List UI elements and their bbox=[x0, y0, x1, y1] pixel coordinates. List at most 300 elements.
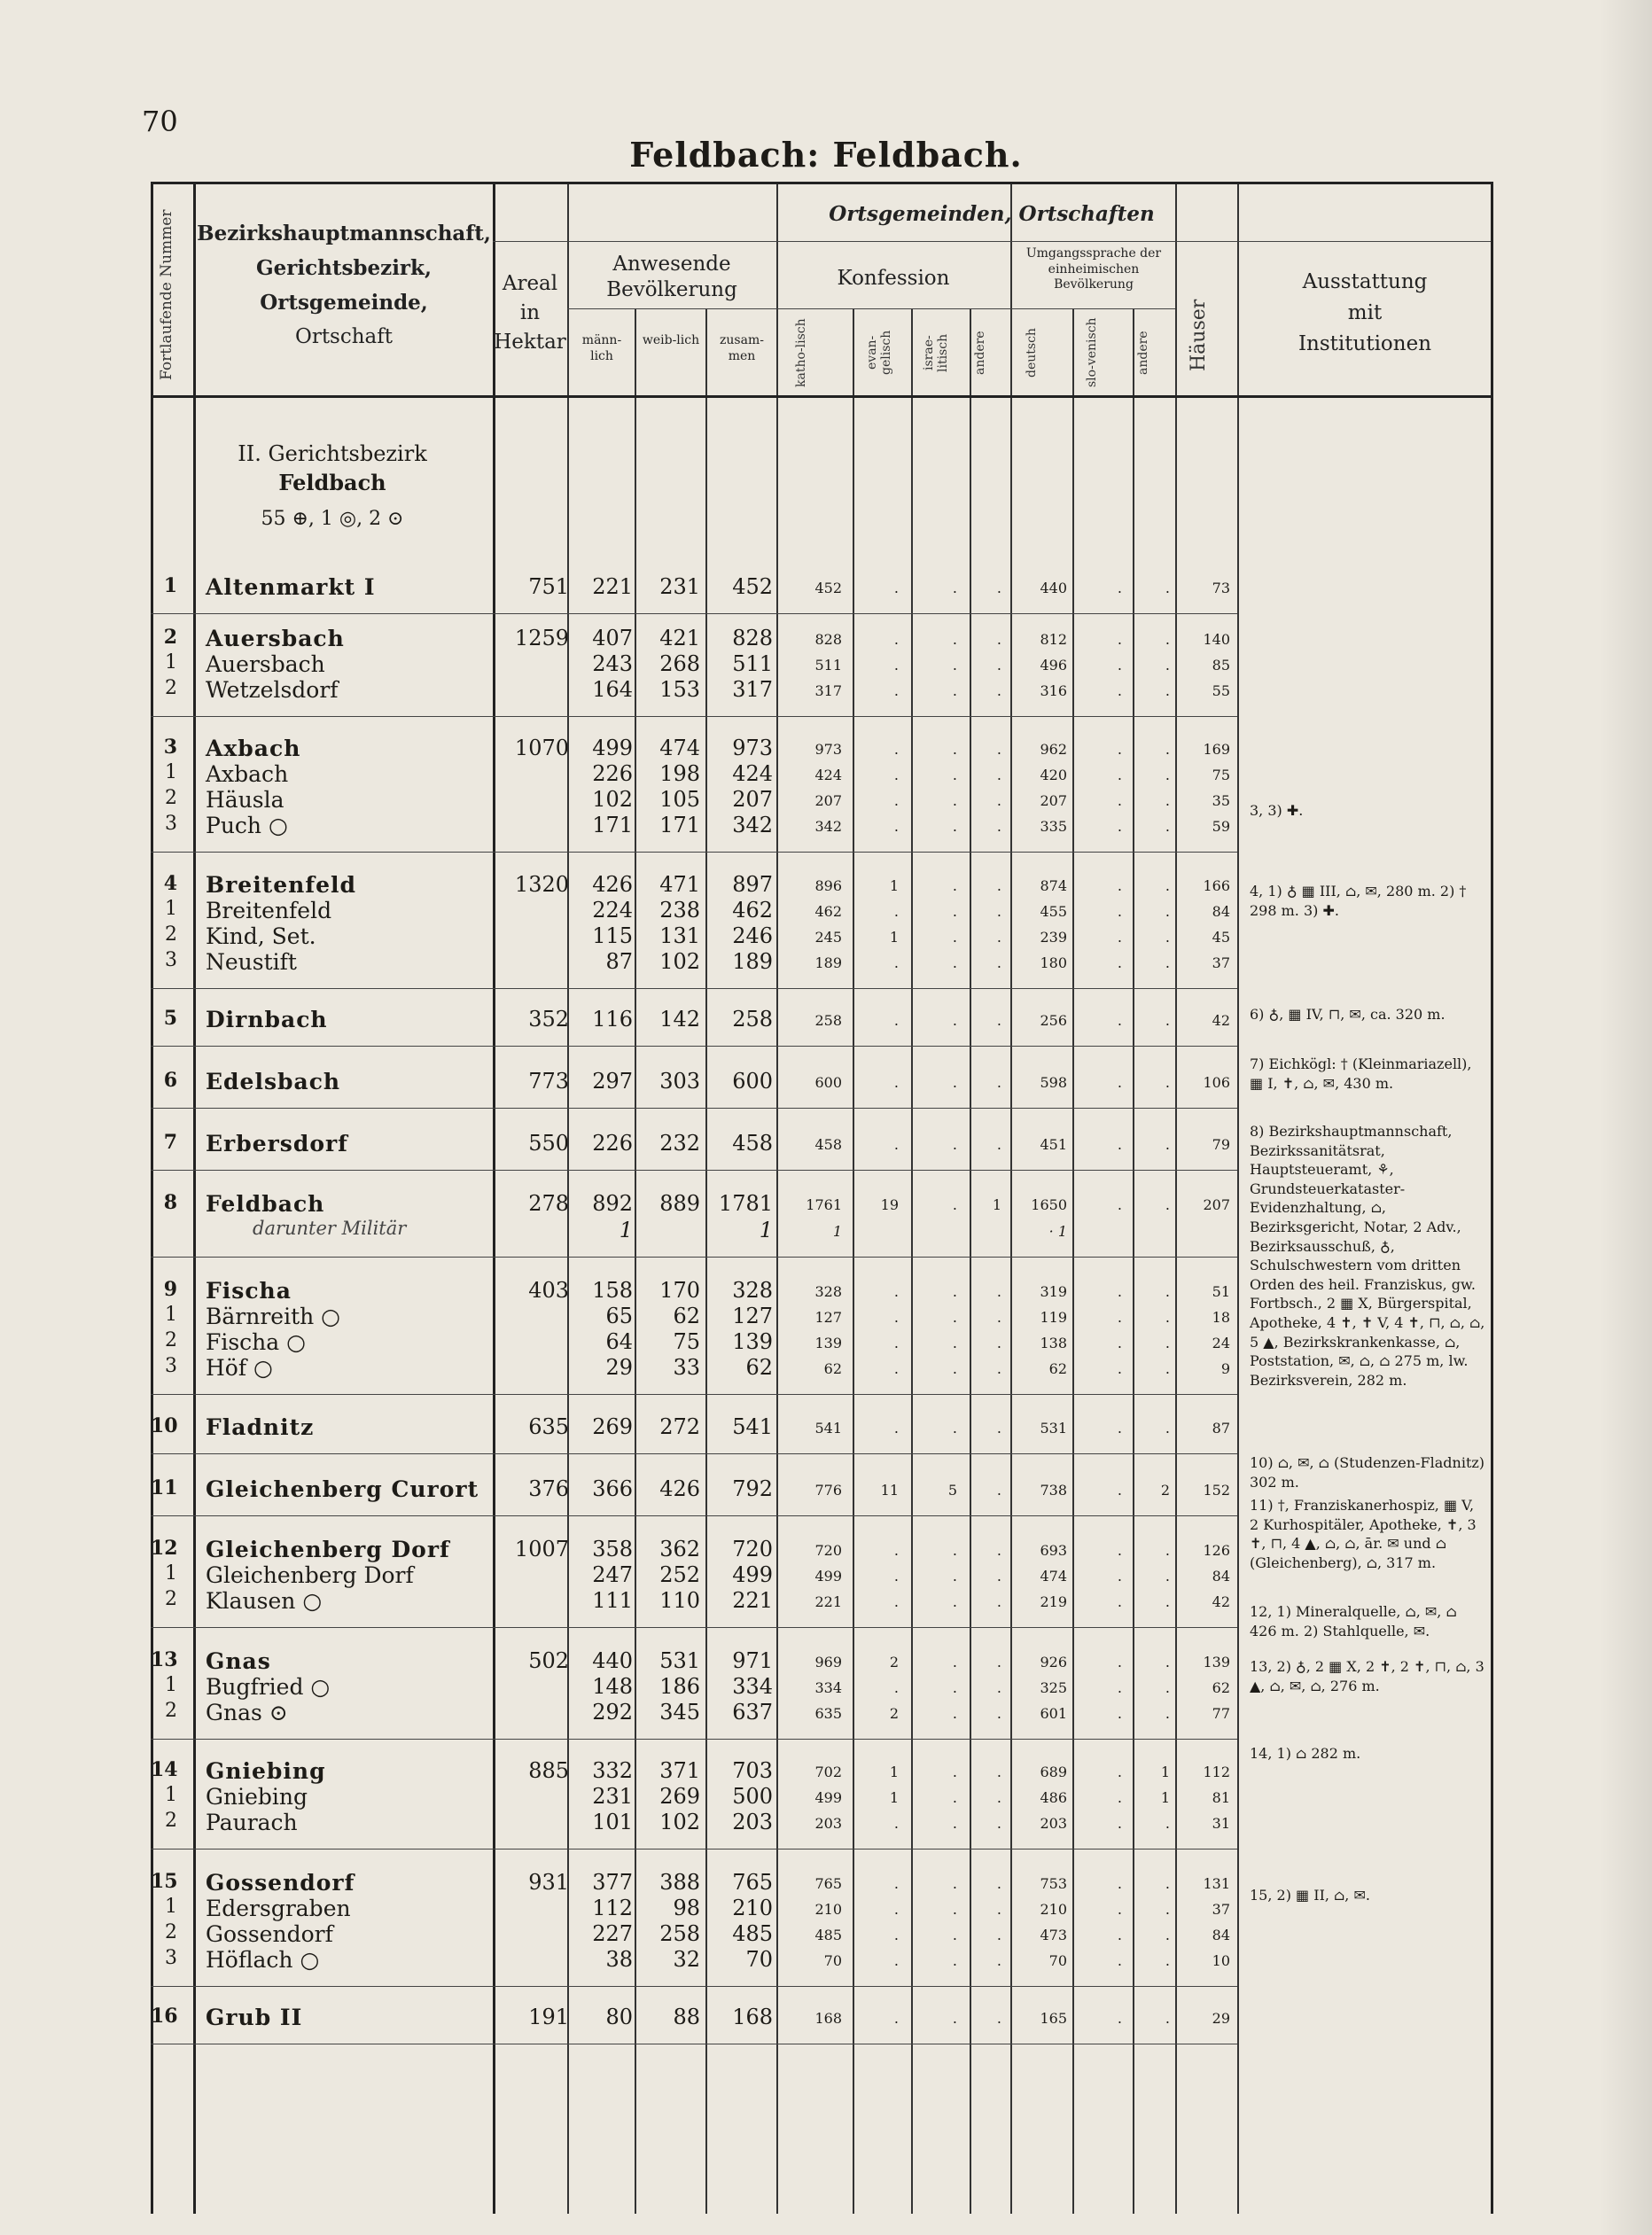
header-bottom-rule bbox=[151, 395, 1493, 398]
cell-sand: . bbox=[1165, 1136, 1170, 1153]
cell-and: . bbox=[996, 1593, 1001, 1610]
cell-z: 499 bbox=[732, 1562, 773, 1587]
cell-kat: 458 bbox=[814, 1136, 842, 1153]
col-group-bevoelkerung: Anwesende Bevölkerung bbox=[606, 253, 737, 301]
cell-h: 37 bbox=[1212, 1901, 1230, 1918]
cell-kat: 1761 bbox=[806, 1196, 842, 1213]
cell-z: 1 bbox=[759, 1218, 773, 1242]
cell-isr: 5 bbox=[947, 1482, 957, 1499]
row-name: Bugfried ○ bbox=[206, 1674, 331, 1700]
cell-isr: . bbox=[952, 1012, 957, 1029]
row-name: Dirnbach bbox=[206, 1007, 328, 1032]
cell-isr: . bbox=[952, 929, 957, 946]
areal-line-2: in bbox=[519, 300, 541, 324]
cell-and: . bbox=[996, 1309, 1001, 1326]
note-n4: 4, 1) ♁ ▦ III, ⌂, ✉, 280 m. 2) † 298 m. 3) ✚. bbox=[1250, 883, 1467, 919]
cell-m: 440 bbox=[592, 1648, 633, 1673]
cell-m: 407 bbox=[592, 626, 633, 650]
col-header-zusammen: zusam-men bbox=[720, 333, 764, 363]
cell-de: 455 bbox=[1040, 903, 1067, 920]
cell-z: 1781 bbox=[718, 1191, 773, 1216]
row-separator bbox=[151, 1627, 1237, 1628]
cell-kat: 203 bbox=[814, 1815, 842, 1832]
cell-ev: . bbox=[893, 1815, 899, 1832]
cell-slo: . bbox=[1117, 741, 1122, 758]
cell-sand: 2 bbox=[1160, 1482, 1170, 1499]
cell-sand: . bbox=[1165, 1927, 1170, 1943]
col-header-maennlich: männ-lich bbox=[581, 333, 622, 363]
cell-w: 110 bbox=[659, 1588, 700, 1613]
row-name: Fischa ○ bbox=[206, 1329, 306, 1355]
cell-h: 45 bbox=[1212, 929, 1230, 946]
cell-kat: 342 bbox=[814, 818, 842, 835]
cell-kat: 541 bbox=[814, 1420, 842, 1437]
col-header-name-line-1: Bezirkshauptmannschaft, bbox=[197, 222, 491, 245]
cell-areal: 403 bbox=[528, 1278, 569, 1303]
cell-m: 148 bbox=[592, 1674, 633, 1699]
cell-m: 231 bbox=[592, 1784, 633, 1809]
cell-and: . bbox=[996, 1542, 1001, 1559]
cell-m: 247 bbox=[592, 1562, 633, 1587]
ausstattung-line-3: Institutionen bbox=[1297, 331, 1432, 355]
cell-h: 84 bbox=[1212, 1568, 1230, 1585]
cell-z: 221 bbox=[732, 1588, 773, 1613]
cell-slo: . bbox=[1117, 1136, 1122, 1153]
cell-ev: . bbox=[893, 1542, 899, 1559]
cell-ev: . bbox=[893, 631, 899, 648]
cell-m: 1 bbox=[619, 1218, 633, 1242]
cell-m: 115 bbox=[592, 923, 633, 948]
row-name: Breitenfeld bbox=[206, 898, 332, 923]
cell-de: 203 bbox=[1040, 1815, 1067, 1832]
cell-h: 84 bbox=[1212, 903, 1230, 920]
cell-z: 720 bbox=[732, 1537, 773, 1561]
cell-z: 703 bbox=[732, 1758, 773, 1783]
cell-ev: . bbox=[893, 1074, 899, 1091]
cell-m: 64 bbox=[605, 1329, 633, 1354]
cell-ev: 2 bbox=[889, 1705, 899, 1722]
cell-de: 420 bbox=[1040, 767, 1067, 783]
cell-ev: . bbox=[893, 792, 899, 809]
cell-kat: 600 bbox=[814, 1074, 842, 1091]
cell-h: 10 bbox=[1212, 1952, 1230, 1969]
cell-sand: . bbox=[1165, 1875, 1170, 1892]
cell-slo: . bbox=[1117, 1901, 1122, 1918]
cell-sand: . bbox=[1165, 792, 1170, 809]
row-name: Bärnreith ○ bbox=[206, 1304, 340, 1329]
row-name: Wetzelsdorf bbox=[206, 677, 339, 703]
cell-z: 600 bbox=[732, 1069, 773, 1094]
cell-slo: . bbox=[1117, 682, 1122, 699]
section-heading bbox=[177, 441, 487, 530]
cell-ev: . bbox=[893, 818, 899, 835]
cell-ev: . bbox=[893, 1335, 899, 1351]
cell-and: . bbox=[996, 1789, 1001, 1806]
cell-areal: 635 bbox=[528, 1414, 569, 1439]
cell-sand: . bbox=[1165, 580, 1170, 596]
row-separator bbox=[151, 1108, 1237, 1109]
cell-isr: . bbox=[952, 1679, 957, 1696]
col-header-name-line-4: Ortschaft bbox=[294, 325, 394, 349]
cell-h: 9 bbox=[1220, 1360, 1230, 1377]
cell-w: 426 bbox=[659, 1476, 700, 1501]
cell-w: 88 bbox=[673, 2005, 700, 2029]
cell-z: 258 bbox=[732, 1007, 773, 1032]
cell-isr: . bbox=[952, 1420, 957, 1437]
cell-z: 973 bbox=[732, 736, 773, 760]
cell-isr: . bbox=[952, 682, 957, 699]
row-name: Häusla bbox=[206, 787, 284, 813]
cell-de: 165 bbox=[1040, 2010, 1067, 2027]
row-name: Feldbach bbox=[206, 1191, 325, 1217]
cell-isr: . bbox=[952, 1815, 957, 1832]
cell-de: 1650 bbox=[1031, 1196, 1067, 1213]
cell-ev: . bbox=[893, 1901, 899, 1918]
cell-h: 77 bbox=[1212, 1705, 1230, 1722]
cell-areal: 885 bbox=[528, 1758, 569, 1783]
row-name: Gniebing bbox=[206, 1784, 308, 1810]
cell-z: 127 bbox=[732, 1304, 773, 1328]
cell-z: 765 bbox=[732, 1870, 773, 1895]
cell-kat: 168 bbox=[814, 2010, 842, 2027]
cell-sand: . bbox=[1165, 877, 1170, 894]
cell-kat: 973 bbox=[814, 741, 842, 758]
cell-m: 65 bbox=[605, 1304, 633, 1328]
cell-isr: . bbox=[952, 1593, 957, 1610]
cell-m: 292 bbox=[592, 1700, 633, 1725]
cell-w: 153 bbox=[659, 677, 700, 702]
cell-and: . bbox=[996, 1927, 1001, 1943]
cell-w: 131 bbox=[659, 923, 700, 948]
cell-sand: . bbox=[1165, 1012, 1170, 1029]
cell-slo: . bbox=[1117, 1196, 1122, 1213]
cell-m: 164 bbox=[592, 677, 633, 702]
cell-and: . bbox=[996, 682, 1001, 699]
cell-kat: 127 bbox=[814, 1309, 842, 1326]
cell-kat: 969 bbox=[814, 1654, 842, 1670]
cell-kat: 1 bbox=[832, 1223, 842, 1240]
cell-ev: 11 bbox=[880, 1482, 899, 1499]
cell-slo: . bbox=[1117, 954, 1122, 971]
cell-sand: . bbox=[1165, 1283, 1170, 1300]
cell-sand: . bbox=[1165, 818, 1170, 835]
cell-m: 377 bbox=[592, 1870, 633, 1895]
cell-sand: . bbox=[1165, 1901, 1170, 1918]
cell-isr: . bbox=[952, 580, 957, 596]
row-number: 3 bbox=[165, 949, 177, 971]
cell-ev: . bbox=[893, 1012, 899, 1029]
cell-de: 256 bbox=[1040, 1012, 1067, 1029]
cell-kat: 462 bbox=[814, 903, 842, 920]
cell-de: 689 bbox=[1040, 1764, 1067, 1780]
row-number: 11 bbox=[151, 1476, 178, 1499]
cell-areal: 751 bbox=[528, 574, 569, 599]
cell-z: 462 bbox=[732, 898, 773, 923]
cell-w: 471 bbox=[659, 872, 700, 897]
cell-h: 55 bbox=[1212, 682, 1230, 699]
cell-isr: . bbox=[952, 1360, 957, 1377]
cell-and: . bbox=[996, 1764, 1001, 1780]
cell-slo: . bbox=[1117, 877, 1122, 894]
cell-areal: 352 bbox=[528, 1007, 569, 1032]
cell-isr: . bbox=[952, 1789, 957, 1806]
row-number: 2 bbox=[165, 677, 177, 699]
areal-line-1: Areal bbox=[502, 272, 558, 295]
cell-slo: . bbox=[1117, 631, 1122, 648]
cell-m: 224 bbox=[592, 898, 633, 923]
row-separator bbox=[151, 988, 1237, 989]
cell-and: . bbox=[996, 657, 1001, 674]
row-separator bbox=[151, 1849, 1237, 1850]
cell-z: 792 bbox=[732, 1476, 773, 1501]
row-name: Edersgraben bbox=[206, 1896, 351, 1921]
cell-h: 42 bbox=[1212, 1012, 1230, 1029]
row-name: Gossendorf bbox=[206, 1870, 355, 1896]
cell-de: 926 bbox=[1040, 1654, 1067, 1670]
cell-de: 210 bbox=[1040, 1901, 1067, 1918]
row-name: Breitenfeld bbox=[206, 872, 356, 898]
cell-z: 317 bbox=[732, 677, 773, 702]
row-number: 12 bbox=[151, 1537, 178, 1560]
cell-areal: 1070 bbox=[514, 736, 569, 760]
row-separator bbox=[151, 1986, 1237, 1987]
cell-kat: 62 bbox=[823, 1360, 842, 1377]
cell-slo: . bbox=[1117, 1012, 1122, 1029]
col-group-ortsgemeinden: Ortsgemeinden, Ortschaften bbox=[829, 202, 1155, 226]
cell-h: 85 bbox=[1212, 657, 1230, 674]
cell-kat: 485 bbox=[814, 1927, 842, 1943]
cell-isr: . bbox=[952, 1764, 957, 1780]
row-name: Auersbach bbox=[206, 626, 345, 651]
cell-h: 18 bbox=[1212, 1309, 1230, 1326]
note-n8: 8) Bezirkshauptmannschaft, Bezirkssanitätsrat, Hauptsteueramt, ⚘, Grundsteuerkataster-Evidenzhaltung, ⌂, Bezirksgericht, Notar, 2 Adv., Bezirksausschuß, ♁, Schulschwestern vom dritten Orden des heil. Franziskus, gw. Fortbsch., 2 ▦ X, Bürgerspital, Apotheke, 4 ✝, ✝ V, 4 ✝, ⊓, ⌂, ⌂, 5 ▲, Bezirkskrankenkasse, ⌂, Poststation, ✉, ⌂, ⌂ 275 m, lw. Bezirksverein, 282 m. bbox=[1250, 1123, 1485, 1389]
cell-de: 486 bbox=[1040, 1789, 1067, 1806]
cell-isr: . bbox=[952, 818, 957, 835]
cell-isr: . bbox=[952, 792, 957, 809]
cell-ev: 1 bbox=[889, 1789, 899, 1806]
cell-z: 424 bbox=[732, 761, 773, 786]
cell-w: 142 bbox=[659, 1007, 700, 1032]
cell-kat: 334 bbox=[814, 1679, 842, 1696]
cell-m: 499 bbox=[592, 736, 633, 760]
row-number: 2 bbox=[165, 923, 177, 946]
cell-areal: 1320 bbox=[514, 872, 569, 897]
row-number: 10 bbox=[151, 1414, 178, 1437]
cell-de: 496 bbox=[1040, 657, 1067, 674]
row-name: Neustift bbox=[206, 949, 297, 975]
cell-kat: 317 bbox=[814, 682, 842, 699]
cell-h: 166 bbox=[1203, 877, 1230, 894]
cell-w: 75 bbox=[673, 1329, 700, 1354]
cell-w: 102 bbox=[659, 949, 700, 974]
cell-kat: 245 bbox=[814, 929, 842, 946]
row-name: Gnas ⊙ bbox=[206, 1700, 288, 1725]
cell-and: . bbox=[996, 1568, 1001, 1585]
cell-sand: . bbox=[1165, 1568, 1170, 1585]
cell-m: 221 bbox=[592, 574, 633, 599]
cell-and: . bbox=[996, 1952, 1001, 1969]
ausstattung-line-1: Ausstattung bbox=[1302, 270, 1428, 293]
row-name: Auersbach bbox=[206, 651, 325, 677]
row-number: 3 bbox=[165, 1947, 177, 1969]
cell-sand: . bbox=[1165, 1952, 1170, 1969]
cell-m: 366 bbox=[592, 1476, 633, 1501]
cell-isr: . bbox=[952, 1335, 957, 1351]
col-header-slovenisch: slo-venisch bbox=[1085, 317, 1099, 388]
cell-w: 98 bbox=[673, 1896, 700, 1920]
cell-areal: 502 bbox=[528, 1648, 569, 1673]
cell-slo: . bbox=[1117, 2010, 1122, 2027]
cell-areal: 550 bbox=[528, 1131, 569, 1156]
cell-ev: . bbox=[893, 1927, 899, 1943]
cell-de: 207 bbox=[1040, 792, 1067, 809]
cell-sand: . bbox=[1165, 1705, 1170, 1722]
cell-areal: 1259 bbox=[514, 626, 569, 650]
cell-ev: . bbox=[893, 580, 899, 596]
row-name: Erbersdorf bbox=[206, 1131, 348, 1156]
cell-isr: . bbox=[952, 1136, 957, 1153]
cell-and: . bbox=[996, 767, 1001, 783]
cell-m: 332 bbox=[592, 1758, 633, 1783]
row-separator bbox=[151, 852, 1237, 853]
col-header-ausstattung bbox=[1243, 269, 1487, 356]
row-number: 13 bbox=[151, 1648, 178, 1671]
cell-sand: . bbox=[1165, 2010, 1170, 2027]
row-number: 1 bbox=[165, 1896, 177, 1918]
cell-and: . bbox=[996, 1136, 1001, 1153]
cell-h: 29 bbox=[1212, 2010, 1230, 2027]
cell-m: 297 bbox=[592, 1069, 633, 1094]
cell-w: 889 bbox=[659, 1191, 700, 1216]
areal-line-3: Hektar bbox=[494, 330, 566, 354]
row-name: Axbach bbox=[206, 736, 301, 761]
cell-sand: . bbox=[1165, 1542, 1170, 1559]
row-separator bbox=[151, 1739, 1237, 1740]
cell-w: 62 bbox=[673, 1304, 700, 1328]
cell-isr: . bbox=[952, 954, 957, 971]
row-number: 16 bbox=[151, 2005, 178, 2028]
col-header-haeuser: Häuser bbox=[1188, 299, 1210, 371]
cell-and: . bbox=[996, 1074, 1001, 1091]
cell-kat: 635 bbox=[814, 1705, 842, 1722]
cell-h: 126 bbox=[1203, 1542, 1230, 1559]
cell-ev: 19 bbox=[880, 1196, 899, 1213]
cell-z: 70 bbox=[745, 1947, 773, 1972]
cell-h: 131 bbox=[1203, 1875, 1230, 1892]
cell-z: 511 bbox=[732, 651, 773, 676]
cell-m: 29 bbox=[605, 1355, 633, 1380]
col-header-katholisch: katho-lisch bbox=[794, 318, 808, 387]
row-number: 2 bbox=[165, 1588, 177, 1610]
cell-slo: . bbox=[1117, 1679, 1122, 1696]
row-number: 14 bbox=[151, 1758, 178, 1781]
col-header-evangelisch: evan-gelisch bbox=[865, 330, 893, 376]
col-header-name bbox=[197, 222, 491, 350]
col-header-israelitisch: israe-litisch bbox=[922, 333, 950, 372]
row-number: 3 bbox=[165, 1355, 177, 1377]
cell-slo: . bbox=[1117, 792, 1122, 809]
row-number: 1 bbox=[165, 1674, 177, 1696]
cell-and: . bbox=[996, 1679, 1001, 1696]
cell-w: 171 bbox=[659, 813, 700, 837]
col-group-umgangssprache: Umgangssprache der einheimischen Bevölkerung bbox=[1025, 246, 1162, 292]
cell-z: 168 bbox=[732, 2005, 773, 2029]
cell-and: . bbox=[996, 877, 1001, 894]
cell-h: 81 bbox=[1212, 1789, 1230, 1806]
section-title-line-2: Feldbach bbox=[278, 470, 386, 495]
cell-w: 198 bbox=[659, 761, 700, 786]
cell-z: 246 bbox=[732, 923, 773, 948]
cell-m: 102 bbox=[592, 787, 633, 812]
row-separator bbox=[151, 613, 1237, 614]
cell-m: 226 bbox=[592, 761, 633, 786]
cell-kat: 702 bbox=[814, 1764, 842, 1780]
cell-z: 637 bbox=[732, 1700, 773, 1725]
cell-de: 962 bbox=[1040, 741, 1067, 758]
cell-de: 335 bbox=[1040, 818, 1067, 835]
cell-h: 79 bbox=[1212, 1136, 1230, 1153]
cell-de: 119 bbox=[1040, 1309, 1067, 1326]
cell-w: 231 bbox=[659, 574, 700, 599]
cell-z: 458 bbox=[732, 1131, 773, 1156]
cell-kat: 221 bbox=[814, 1593, 842, 1610]
cell-h: 42 bbox=[1212, 1593, 1230, 1610]
cell-sand: . bbox=[1165, 1815, 1170, 1832]
cell-z: 210 bbox=[732, 1896, 773, 1920]
cell-ev: 2 bbox=[889, 1654, 899, 1670]
cell-m: 111 bbox=[592, 1588, 633, 1613]
col-header-name-line-3: Ortsgemeinde, bbox=[260, 290, 428, 315]
row-number: 2 bbox=[165, 1329, 177, 1351]
row-number: 4 bbox=[163, 872, 177, 895]
row-name: Fischa bbox=[206, 1278, 292, 1304]
cell-de: 440 bbox=[1040, 580, 1067, 596]
cell-de: 531 bbox=[1040, 1420, 1067, 1437]
cell-ev: . bbox=[893, 767, 899, 783]
row-number: 1 bbox=[165, 761, 177, 783]
cell-kat: 328 bbox=[814, 1283, 842, 1300]
cell-isr: . bbox=[952, 1309, 957, 1326]
row-name: Grub II bbox=[206, 2005, 303, 2030]
note-n3: 3, 3) ✚. bbox=[1250, 802, 1304, 819]
row-number: 1 bbox=[165, 651, 177, 674]
cell-m: 87 bbox=[605, 949, 633, 974]
cell-isr: . bbox=[952, 1654, 957, 1670]
cell-m: 158 bbox=[592, 1278, 633, 1303]
row-number: 1 bbox=[165, 898, 177, 920]
row-name: Gleichenberg Dorf bbox=[206, 1562, 414, 1588]
note-n10: 10) ⌂, ✉, ⌂ (Studenzen-Fladnitz) 302 m. bbox=[1250, 1454, 1485, 1491]
cell-h: 51 bbox=[1212, 1283, 1230, 1300]
cell-and: . bbox=[996, 1360, 1001, 1377]
cell-and: . bbox=[996, 580, 1001, 596]
cell-de: 180 bbox=[1040, 954, 1067, 971]
cell-isr: . bbox=[952, 903, 957, 920]
cell-kat: 452 bbox=[814, 580, 842, 596]
cell-w: 531 bbox=[659, 1648, 700, 1673]
cell-ev: . bbox=[893, 1952, 899, 1969]
cell-isr: . bbox=[952, 1901, 957, 1918]
cell-w: 238 bbox=[659, 898, 700, 923]
cell-and: . bbox=[996, 1654, 1001, 1670]
row-number: 1 bbox=[165, 1784, 177, 1806]
col-header-konf-andere: andere bbox=[973, 331, 987, 375]
cell-isr: . bbox=[952, 1074, 957, 1091]
cell-ev: 1 bbox=[889, 1764, 899, 1780]
cell-m: 358 bbox=[592, 1537, 633, 1561]
cell-de: 753 bbox=[1040, 1875, 1067, 1892]
note-n12: 12, 1) Mineralquelle, ⌂, ✉, ⌂ 426 m. 2) Stahlquelle, ✉. bbox=[1250, 1603, 1457, 1639]
